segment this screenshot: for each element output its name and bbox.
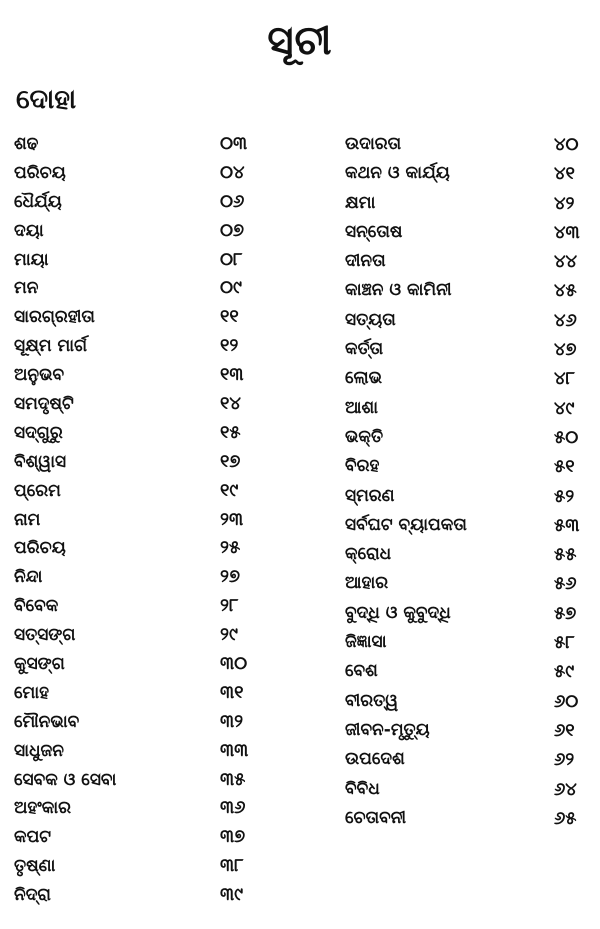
toc-entry-page: ୩୭: [220, 826, 246, 848]
toc-entry: [14, 881, 254, 910]
toc-entry-title: ଭକ୍ତି: [345, 426, 384, 447]
toc-entry-title: ପ୍ରେମ: [14, 480, 61, 501]
toc-entry-page: ୩୦: [220, 653, 248, 675]
toc-entry: [14, 361, 254, 390]
toc-entry-title: ସର୍ବଘଟ ବ୍ୟାପକତା: [345, 514, 467, 535]
toc-entry-page: ୬୧: [554, 719, 575, 741]
toc-entry: [345, 276, 590, 305]
toc-entry: [345, 247, 590, 276]
toc-entry: [14, 274, 254, 303]
toc-entry-title: ଚେତାବନୀ: [345, 807, 407, 828]
toc-entry: [14, 448, 254, 477]
toc-entry-page: ୨୫: [220, 537, 241, 559]
toc-entry-title: ବିବିଧ: [345, 778, 380, 799]
toc-entry-title: କର୍ତ୍ତା: [345, 339, 384, 360]
toc-entry-page: ୫୯: [554, 661, 575, 683]
toc-entry: [345, 364, 590, 393]
toc-entry-page: ୧୨: [220, 335, 239, 357]
toc-entry-page: ୫୮: [554, 632, 575, 654]
toc-entry: [345, 130, 590, 159]
toc-entry-title: ଦୟା: [14, 220, 44, 241]
toc-entry: [14, 708, 254, 737]
toc-entry-title: ନିନ୍ଦା: [14, 567, 43, 588]
toc-entry-title: ପରିଚୟ: [14, 538, 66, 559]
toc-entry: [345, 540, 590, 569]
toc-entry-page: ୫୨: [554, 485, 575, 507]
toc-entry-title: ଅହଂକାର: [14, 798, 72, 819]
toc-entry-page: ୫୧: [554, 456, 575, 478]
toc-entry-page: ୫୬: [554, 573, 577, 595]
toc-entry-page: ୨୯: [220, 624, 238, 646]
toc-entry: [14, 332, 254, 361]
toc-entry-page: ୩୩: [220, 739, 249, 761]
toc-entry-title: ଆଶା: [345, 397, 378, 418]
toc-entry-page: ୩୫: [220, 768, 246, 790]
toc-entry-page: ୧୭: [220, 450, 241, 472]
toc-entry-title: ଉଦାରତା: [345, 134, 402, 154]
toc-entry: [14, 852, 254, 881]
toc-entry: [14, 217, 254, 246]
toc-entry-title: ଅନୁଭବ: [14, 365, 65, 386]
toc-entry-title: ସଦ୍‌ଗୁରୁ: [14, 422, 63, 443]
toc-entry: [345, 423, 590, 452]
toc-entry-page: ୦୩: [220, 133, 248, 154]
toc-entry: [14, 130, 254, 159]
toc-entry-page: ୫୭: [554, 602, 577, 624]
toc-entry: [14, 506, 254, 535]
contents-column-left: [14, 130, 254, 910]
toc-entry-title: କ୍ଷମା: [345, 192, 376, 213]
toc-entry-page: ୩୮: [220, 855, 244, 877]
toc-entry-page: ୪୫: [554, 280, 577, 302]
toc-entry-page: ୩୬: [220, 797, 246, 819]
toc-entry-page: ୬୨: [554, 749, 575, 771]
toc-entry-page: ୧୩: [220, 364, 244, 386]
toc-entry-page: ୪୪: [554, 251, 578, 273]
toc-entry-title: ସମଦୃଷ୍ଟି: [14, 394, 74, 415]
toc-entry-title: ବେଶ: [345, 661, 378, 682]
toc-entry-title: ସତ୍ୟତା: [345, 309, 396, 330]
toc-entry: [14, 766, 254, 795]
toc-entry-title: ସ୍ମରଣ: [345, 485, 395, 506]
toc-entry: [14, 477, 254, 506]
toc-entry-title: ପରିଚୟ: [14, 162, 66, 183]
toc-entry: [14, 534, 254, 563]
toc-entry-title: ସେବକ ଓ ସେବା: [14, 769, 117, 790]
page-title: ସୂଚୀ: [267, 18, 333, 64]
toc-entry-title: କଥନ ଓ କାର୍ଯ୍ୟ: [345, 163, 450, 184]
toc-entry-page: ୩୧: [220, 681, 244, 703]
toc-entry-title: ବିଶ୍ୱାସ: [14, 451, 67, 472]
toc-entry-title: ମୌନଭାବ: [14, 711, 80, 732]
toc-entry: [345, 804, 590, 833]
toc-entry-page: ୨୮: [220, 595, 239, 617]
toc-entry-page: ୦୮: [220, 248, 243, 270]
toc-entry-title: ସାରଗ୍ରହୀତା: [14, 307, 95, 328]
toc-entry-page: ୫୩: [554, 514, 580, 536]
toc-entry: [14, 246, 254, 275]
toc-entry: [345, 716, 590, 745]
toc-entry-page: ୪୩: [554, 221, 580, 243]
toc-entry-page: ୪୮: [554, 368, 575, 390]
toc-entry-page: ୬୦: [554, 690, 579, 712]
toc-entry-title: ବିବେକ: [14, 596, 59, 617]
toc-entry-page: ୨୩: [220, 508, 244, 530]
toc-entry: [14, 592, 254, 621]
toc-entry-page: ୧୫: [220, 421, 241, 443]
toc-entry-page: ୧୧: [220, 306, 239, 328]
toc-entry: [14, 188, 254, 217]
toc-entry-page: ୫୦: [554, 426, 579, 448]
section-heading: ଦୋହା: [16, 84, 77, 115]
toc-entry: [345, 511, 590, 540]
toc-entry-page: ୪୬: [554, 309, 577, 331]
toc-entry-page: ୧୪: [220, 393, 241, 415]
toc-entry-page: ୬୫: [554, 807, 577, 829]
toc-entry-title: କପଟ: [14, 827, 52, 848]
toc-entry: [14, 390, 254, 419]
toc-entry: [345, 335, 590, 364]
toc-entry: [14, 303, 254, 332]
toc-entry-page: ୩୨: [220, 710, 244, 732]
toc-entry-page: ୦୬: [220, 190, 245, 212]
toc-entry-title: ମାୟା: [14, 249, 49, 270]
toc-entry: [345, 599, 590, 628]
toc-entry-page: ୪୯: [554, 397, 575, 419]
toc-entry: [345, 628, 590, 657]
toc-entry-title: ସତ୍‌ସଙ୍ଗ: [14, 625, 76, 646]
toc-entry-title: କ୍ରୋଧ: [345, 544, 392, 565]
toc-entry: [14, 794, 254, 823]
toc-entry: [14, 419, 254, 448]
toc-entry-title: ନାମ: [14, 509, 41, 530]
toc-entry: [14, 679, 254, 708]
toc-entry-title: ଧୈର୍ଯ୍ୟ: [14, 191, 62, 212]
toc-entry-title: ମନ: [14, 278, 39, 299]
toc-entry: [345, 394, 590, 423]
toc-entry-title: ଜିଜ୍ଞାସା: [345, 632, 387, 653]
toc-entry: [345, 687, 590, 716]
toc-entry: [345, 218, 590, 247]
toc-entry: [345, 775, 590, 804]
toc-entry-title: ଆହାର: [345, 573, 389, 594]
toc-entry-page: ୪୦: [554, 134, 579, 155]
toc-entry-page: ୫୫: [554, 544, 577, 566]
toc-entry-title: କୁସଙ୍ଗ: [14, 654, 65, 675]
toc-entry-page: ୨୭: [220, 566, 240, 588]
contents-column-right: [345, 130, 590, 833]
toc-entry: [14, 737, 254, 766]
toc-entry-title: ବୁଦ୍ଧି ଓ କୁବୁଦ୍ଧି: [345, 602, 451, 623]
toc-entry: [345, 189, 590, 218]
toc-entry: [14, 823, 254, 852]
toc-entry-title: ବିରହ: [345, 456, 380, 477]
toc-entry-page: ୧୯: [220, 479, 239, 501]
toc-entry: [14, 650, 254, 679]
toc-entry-page: ୪୧: [554, 163, 575, 185]
toc-entry: [345, 306, 590, 335]
toc-entry-page: ୬୪: [554, 778, 577, 800]
toc-entry-page: ୦୪: [220, 161, 245, 183]
toc-entry-page: ୦୯: [220, 277, 242, 299]
toc-entry-title: ଉପଦେଶ: [345, 749, 405, 770]
toc-entry: [14, 563, 254, 592]
toc-entry-page: ୦୭: [220, 219, 245, 241]
toc-entry: [345, 482, 590, 511]
toc-entry: [345, 159, 590, 188]
toc-entry-title: ଶଢ: [14, 134, 39, 154]
toc-entry-title: ଦୀନତା: [345, 251, 386, 272]
toc-entry: [14, 159, 254, 188]
toc-entry-title: ବୀରତ୍ୱ: [345, 690, 399, 711]
toc-entry-title: ଲୋଭ: [345, 368, 382, 389]
toc-entry-title: ସୂକ୍ଷ୍ମ ମାର୍ଗ: [14, 336, 88, 357]
toc-entry: [345, 657, 590, 686]
toc-entry: [14, 621, 254, 650]
toc-entry-title: ଜୀବନ-ମୃତ୍ୟୁ: [345, 719, 430, 740]
toc-entry-page: ୩୯: [220, 884, 244, 906]
toc-entry: [345, 452, 590, 481]
toc-entry-title: ସନ୍ତୋଷ: [345, 221, 403, 242]
toc-entry-title: ତୃଷ୍ଣା: [14, 856, 56, 877]
toc-entry-page: ୪୭: [554, 339, 577, 361]
toc-entry-title: ମୋହ: [14, 682, 50, 703]
toc-entry: [345, 569, 590, 598]
toc-entry-page: ୪୨: [554, 192, 575, 214]
toc-entry-title: ନିଦ୍ରା: [14, 885, 51, 906]
toc-entry-title: ସାଧୁଜନ: [14, 740, 64, 761]
toc-entry: [345, 745, 590, 774]
toc-entry-title: କାଞ୍ଚନ ଓ କାମିନୀ: [345, 280, 452, 301]
